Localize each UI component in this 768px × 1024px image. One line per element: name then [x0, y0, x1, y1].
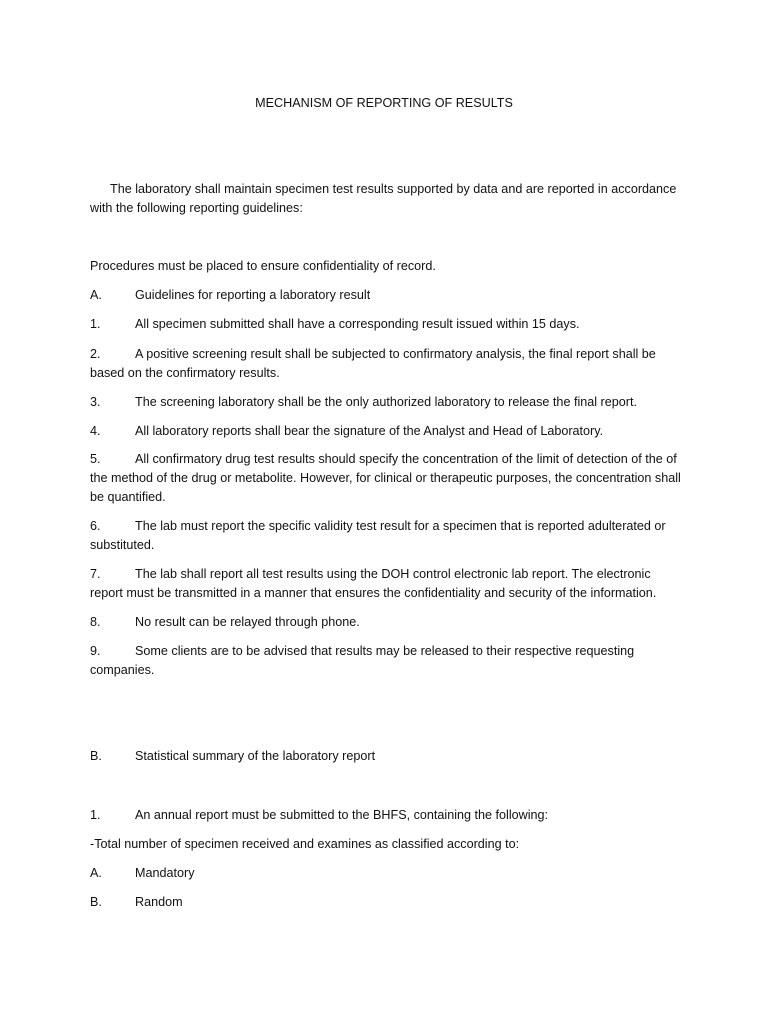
list-item: [90, 642, 682, 680]
list-item-text: Some clients are to be advised that results may be released to their respective requesting companies.: [90, 644, 635, 677]
intro-paragraph: [90, 180, 682, 218]
list-item-text: The screening laboratory shall be the only authorized laboratory to release the final report.: [135, 395, 637, 409]
list-item: [90, 315, 682, 334]
section-b-heading: [90, 747, 682, 766]
list-item-text: All confirmatory drug test results should specify the concentration of the limit of detection of the of the method of the drug or metabolite. However, for clinical or therapeutic purposes, the concentration shall be quantified.: [90, 452, 681, 504]
list-item-text: An annual report must be submitted to the BHFS, containing the following:: [135, 808, 549, 822]
list-item-number: 3.: [90, 395, 101, 409]
list-item: [90, 517, 682, 555]
list-item-number: 8.: [90, 615, 101, 629]
section-a-marker: A.: [90, 288, 102, 302]
list-item-number: 7.: [90, 567, 101, 581]
section-a-heading: [90, 286, 682, 305]
list-item-number: 4.: [90, 424, 101, 438]
list-item-number: 1.: [90, 317, 101, 331]
list-item-text: No result can be relayed through phone.: [135, 615, 360, 629]
list-item-number: A.: [90, 866, 102, 880]
section-a-heading-text: Guidelines for reporting a laboratory result: [135, 288, 371, 302]
list-item-number: 1.: [90, 808, 101, 822]
total-specimen-line: -Total number of specimen received and examines as classified according to:: [90, 837, 520, 851]
list-item-text: All specimen submitted shall have a corresponding result issued within 15 days.: [135, 317, 580, 331]
list-item: [90, 864, 682, 883]
list-item: [90, 345, 682, 383]
list-item: [90, 565, 682, 603]
list-item-number: B.: [90, 895, 102, 909]
list-item: [90, 806, 682, 825]
section-b-heading-text: Statistical summary of the laboratory report: [135, 749, 376, 763]
list-item-number: 5.: [90, 452, 101, 466]
list-item-number: 6.: [90, 519, 101, 533]
list-item: [90, 613, 682, 632]
list-item-text: Random: [135, 895, 183, 909]
list-item-number: 2.: [90, 347, 101, 361]
list-item: [90, 893, 682, 912]
list-item-number: 9.: [90, 644, 101, 658]
list-item-text: A positive screening result shall be subjected to confirmatory analysis, the final report shall be based on the confirmatory results.: [90, 347, 656, 380]
list-item-text: Mandatory: [135, 866, 195, 880]
list-item: [90, 393, 682, 412]
intro-text: The laboratory shall maintain specimen test results supported by data and are reported in accordance with the following reporting guidelines:: [90, 182, 677, 215]
list-item-text: All laboratory reports shall bear the signature of the Analyst and Head of Laboratory.: [135, 424, 604, 438]
procedures-paragraph: Procedures must be placed to ensure confidentiality of record.: [90, 259, 436, 273]
document-title: MECHANISM OF REPORTING OF RESULTS: [255, 96, 513, 110]
list-item: [90, 422, 682, 441]
list-item-text: The lab shall report all test results using the DOH control electronic lab report. The electronic report must be transmitted in a manner that ensures the confidentiality and security of the information.: [90, 567, 657, 600]
list-item: [90, 450, 682, 507]
section-b-marker: B.: [90, 749, 102, 763]
list-item-text: The lab must report the specific validity test result for a specimen that is reported adulterated or substituted.: [90, 519, 666, 552]
